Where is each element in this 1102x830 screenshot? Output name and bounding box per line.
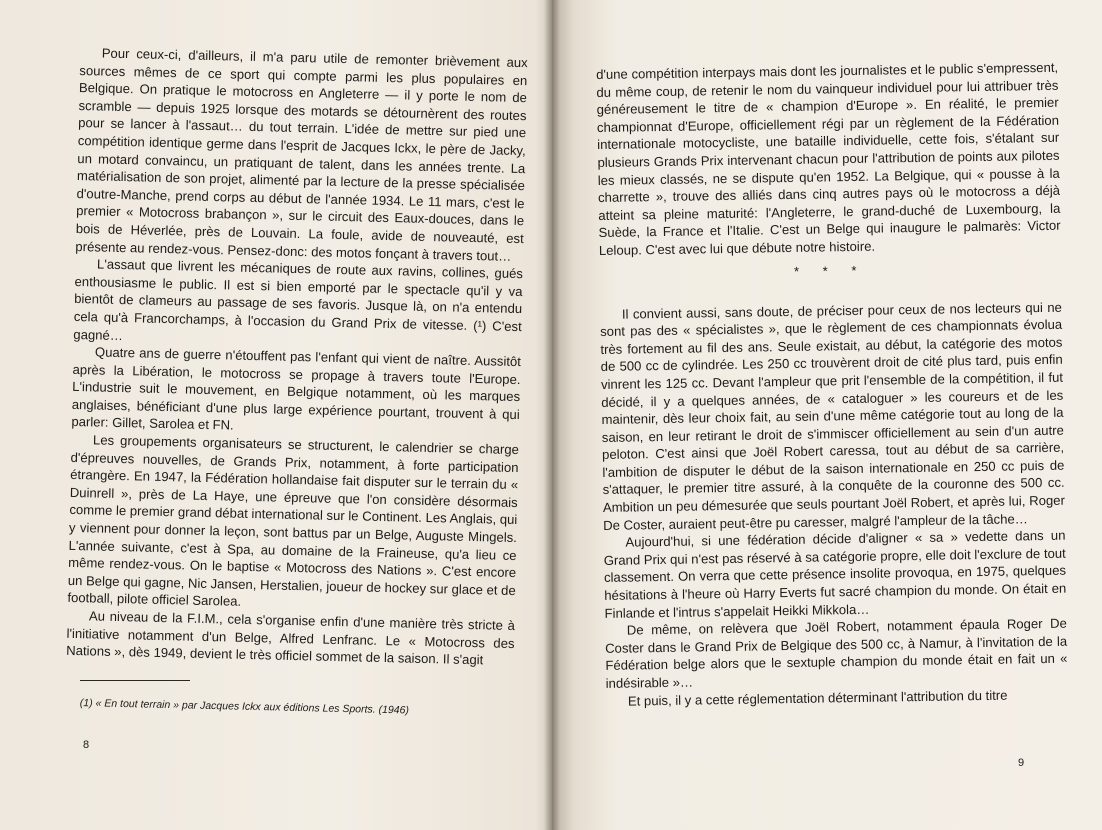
- paragraph: Quatre ans de guerre n'étouffent pas l'enfant qui vient de naître. Aussitôt après la Libération, le motocross se propage à travers toute l'Europe. L'industrie suit le mouvement, en Belgique notamment, où les marques anglaises, bénéficiant d'une plus large expérience pourtant, trouvent à qui parler: Gillet, Sarolea et FN.: [71, 344, 522, 434]
- paragraph: Les groupements organisateurs se structurent, le calendrier se charge d'épreuves nouvelles, de Grands Prix, notamment, à forte participation étrangère. En 1947, la Fédération hollandaise fait disputer sur le terrain du « Duinrell », près de La Haye, une épreuve que l'on considère désormais comme le premier grand débat international sur le Continent. Les Anglais, qui y viennent pour donner la leçon, sont battus par un Belge, Auguste Mingels. L'année suivante, c'est à Spa, au domaine de la Fraineuse, qu'a lieu ce même rendez-vous. On le baptise « Motocross des Nations ». C'est encore un Belge qui gagne, Nic Jansen, Herstalien, joueur de hockey sur glace et de football, pilote officiel Sarolea.: [67, 432, 520, 610]
- page-number: 8: [83, 739, 90, 751]
- right-page: [552, 0, 1102, 830]
- paragraph: L'assaut que livrent les mécaniques de route aux ravins, collines, gués enthousiasme le public. Il est si bien emporté par le spectacle qu'il y va bientôt de clameurs au passage de ses favoris. Jusque là, on n'a entendu cela qu'à Francorchamps, à l'occasion du Grand Prix de vitesse. (¹) C'est gagné…: [73, 256, 524, 343]
- left-page-body: [66, 44, 528, 670]
- paragraph: Au niveau de la F.I.M., cela s'organise enfin d'une manière très stricte à l'initiative notamment d'un Belge, Alfred Lenfranc. Le « Motocross des Nations », dès 1949, devient le très officiel sommet de la saison. Il s'agit: [66, 608, 516, 668]
- footnote-divider: [80, 680, 190, 681]
- page-number: 9: [1018, 757, 1025, 769]
- right-page-body: [596, 59, 1068, 710]
- paragraph: Et puis, il y a cette réglementation déterminant l'attribution du titre: [627, 687, 1008, 709]
- section-break: * * *: [793, 262, 867, 279]
- paragraph: Pour ceux-ci, d'ailleurs, il m'a paru utile de remonter brièvement aux sources mêmes de ce sport qui compte parmi les plus populaires en Belgique. On pratique le motocross en Angleterre — il y porte le nom de scramble — depuis 1925 lorsque des motards se détournèrent des routes pour se lancer à l'assaut… du tout terrain. L'idée de mettre sur pied une compétition identique germe dans l'esprit de Jacques Ickx, le père de Jacky, un motard convaincu, un pratiquant de talent, dans les années trente. La matérialisation de son projet, alimenté par la lecture de la presse spécialisée d'outre-Manche, prend corps au début de l'année 1934. Le 11 mars, c'est le premier « Motocross brabançon », sur le circuit des Eaux-douces, dans le bois de Héverlée, près de Louvain. La foule, avide de nouveauté, est présente au rendez-vous. Pensez-donc: des motos fonçant à travers tout…: [75, 45, 528, 264]
- paragraph: De même, on relèvera que Joël Robert, notamment épaula Roger De Coster dans le Grand Prix de Belgique des 500 cc, à Namur, à l'invitation de la Fédération belge alors que le sextuple champion du monde était en fait un « indésirable »…: [605, 615, 1068, 691]
- book-gutter: [544, 0, 560, 830]
- paragraph: Aujourd'hui, si une fédération décide d'aligner « sa » vedette dans un Grand Prix qui n'est pas réservé à sa catégorie propre, elle doit l'exclure de tout classement. On verra que cette présence insolite provoqua, en 1975, quelques hésitations à l'heure où Harry Everts fut sacré champion du monde. On était en Finlande et l'intrus s'appelait Heikki Mikkola…: [603, 527, 1067, 621]
- footnote: (1) « En tout terrain » par Jacques Ickx aux éditions Les Sports. (1946): [79, 696, 410, 717]
- paragraph: Il convient aussi, sans doute, de préciser pour ceux de nos lecteurs qui ne sont pas des « spécialistes », que le règlement de ces championnats évolua très fortement au fil des ans. Seule existait, au début, la catégorie des motos de 500 cc de cylindrée. Les 250 cc trouvèrent droit de cité plus tard, puis enfin vinrent les 125 cc. Devant l'ampleur que prit l'ensemble de la compétition, il fut décidé, il y a quelques années, de « cataloguer » les coureurs et de les maintenir, dès leur choix fait, au sein d'une même catégorie tout au long de la saison, en leur retirant le droit de s'immiscer officiellement au sein d'un autre peloton. C'est ainsi que Joël Robert caressa, tout au début de sa carrière, l'ambition de disputer le début de la saison internationale en 250 cc puis de s'attaquer, le premier titre assuré, à la conquête de la couronne des 500 cc. Ambition un peu démesurée que seuls pourtant Joël Robert, et après lui, Roger De Coster, auraient peut-être pu caresser, malgré l'ampleur de la tâche…: [600, 299, 1065, 533]
- paragraph: d'une compétition interpays mais dont les journalistes et le public s'empressent, du même coup, de retenir le nom du vainqueur individuel pour lui attribuer très généreusement le titre de « champion d'Europe ». En réalité, le premier championnat d'Europe, officiellement régi par un règlement de la Fédération internationale motocycliste, une bataille individuelle, cette fois, s'étalant sur plusieurs Grands Prix intervenant chacun pour l'attribution de points aux pilotes les mieux classés, ne se dispute qu'en 1952. La Belgique, qui « pousse à la charrette », trouve des alliés dans cinq autres pays où le motocross a déjà atteint sa pleine maturité: l'Angleterre, le grand-duché de Luxembourg, la Suède, la France et l'Italie. C'est un Belge qui inaugure le palmarès: Victor Leloup. C'est avec lui que débute notre histoire.: [596, 59, 1061, 258]
